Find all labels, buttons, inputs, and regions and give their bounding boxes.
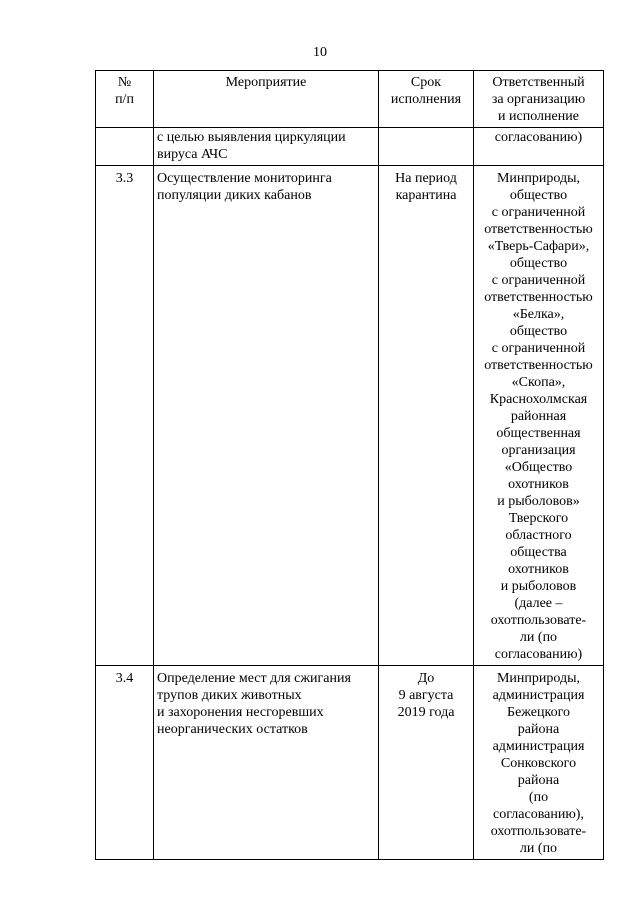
responsible-line: (по [528, 790, 549, 805]
event-line: неорганических остатков [157, 722, 308, 737]
responsible-line: общества [510, 545, 567, 560]
responsible-line: общество [509, 324, 568, 339]
header-event-line: Мероприятие [225, 75, 307, 90]
table-row [96, 166, 604, 666]
row-deadline [379, 166, 474, 666]
responsible-line: и рыболовов» [497, 494, 580, 509]
responsible-line: охотников [508, 562, 569, 577]
deadline-line: 2019 года [397, 705, 455, 720]
table-header-row [96, 71, 604, 128]
responsible-line: областного [505, 528, 572, 543]
header-responsible [474, 71, 604, 128]
header-event [154, 71, 379, 128]
row-responsible [474, 128, 604, 166]
responsible-line: Бежецкого [507, 705, 570, 720]
header-deadline-line: Срок [410, 75, 442, 90]
responsible-line: организация [501, 443, 576, 458]
header-deadline [379, 71, 474, 128]
responsible-line: и рыболовов [500, 579, 577, 594]
header-number-line: п/п [115, 92, 134, 107]
responsible-line: охотпользовате- [490, 613, 587, 628]
responsible-line: общество [509, 188, 568, 203]
event-line: Определение мест для сжигания [157, 671, 351, 686]
responsible-line: «Белка», [512, 307, 565, 322]
deadline-line: До [417, 671, 435, 686]
responsible-line: Сонковского [500, 756, 577, 771]
row-event [154, 128, 379, 166]
responsible-line: «Скопа», [511, 375, 566, 390]
deadline-line: На период [395, 171, 457, 186]
row-deadline [379, 128, 474, 166]
row-event [154, 166, 379, 666]
measures-table [95, 70, 604, 860]
row-number: 3.4 [96, 666, 154, 860]
responsible-line: общество [509, 256, 568, 271]
responsible-line: ответственностью [484, 358, 593, 373]
event-line: и захоронения несгоревших [157, 705, 324, 720]
event-line: вируса АЧС [157, 147, 228, 162]
event-line: трупов диких животных [157, 688, 302, 703]
responsible-line: «Тверь-Сафари», [487, 239, 590, 254]
header-number-line: № [117, 75, 132, 90]
deadline-line: 9 августа [398, 688, 454, 703]
responsible-line: согласованию) [494, 130, 583, 145]
responsible-line: администрация [492, 739, 585, 754]
row-responsible [474, 666, 604, 860]
responsible-line: с ограниченной [491, 341, 586, 356]
responsible-line: района [517, 773, 560, 788]
responsible-line: района [517, 722, 560, 737]
deadline-line: карантина [395, 188, 457, 203]
responsible-line: ответственностью [484, 222, 593, 237]
responsible-line: ли (по [519, 841, 558, 856]
responsible-line: администрация [492, 688, 585, 703]
responsible-line: Тверского [508, 511, 569, 526]
row-responsible [474, 166, 604, 666]
row-event [154, 666, 379, 860]
table-row [96, 128, 604, 166]
responsible-line: ли (по [519, 630, 558, 645]
responsible-line: согласованию), [493, 807, 584, 822]
responsible-line: Минприроды, [496, 671, 581, 686]
responsible-line: с ограниченной [491, 205, 586, 220]
responsible-line: общественная [496, 426, 581, 441]
row-number: 3.3 [96, 166, 154, 666]
event-line: с целью выявления циркуляции [157, 130, 346, 145]
responsible-line: согласованию) [494, 647, 583, 662]
event-line: популяции диких кабанов [157, 188, 312, 203]
header-deadline-line: исполнения [390, 92, 462, 107]
header-responsible-line: Ответственный [492, 75, 585, 90]
responsible-line: Краснохолмская [489, 392, 588, 407]
event-line: Осуществление мониторинга [157, 171, 332, 186]
responsible-line: Минприроды, [496, 171, 581, 186]
header-number [96, 71, 154, 128]
responsible-line: ответственностью [484, 290, 593, 305]
row-deadline [379, 666, 474, 860]
row-number [96, 128, 154, 166]
responsible-line: (далее – [514, 596, 563, 611]
page-number: 10 [313, 45, 327, 60]
responsible-line: с ограниченной [491, 273, 586, 288]
responsible-line: охотпользовате- [490, 824, 587, 839]
responsible-line: районная [510, 409, 567, 424]
table-row [96, 666, 604, 860]
responsible-line: «Общество [504, 460, 573, 475]
header-responsible-line: за организацию [491, 92, 586, 107]
responsible-line: охотников [508, 477, 569, 492]
header-responsible-line: и исполнение [498, 109, 579, 124]
